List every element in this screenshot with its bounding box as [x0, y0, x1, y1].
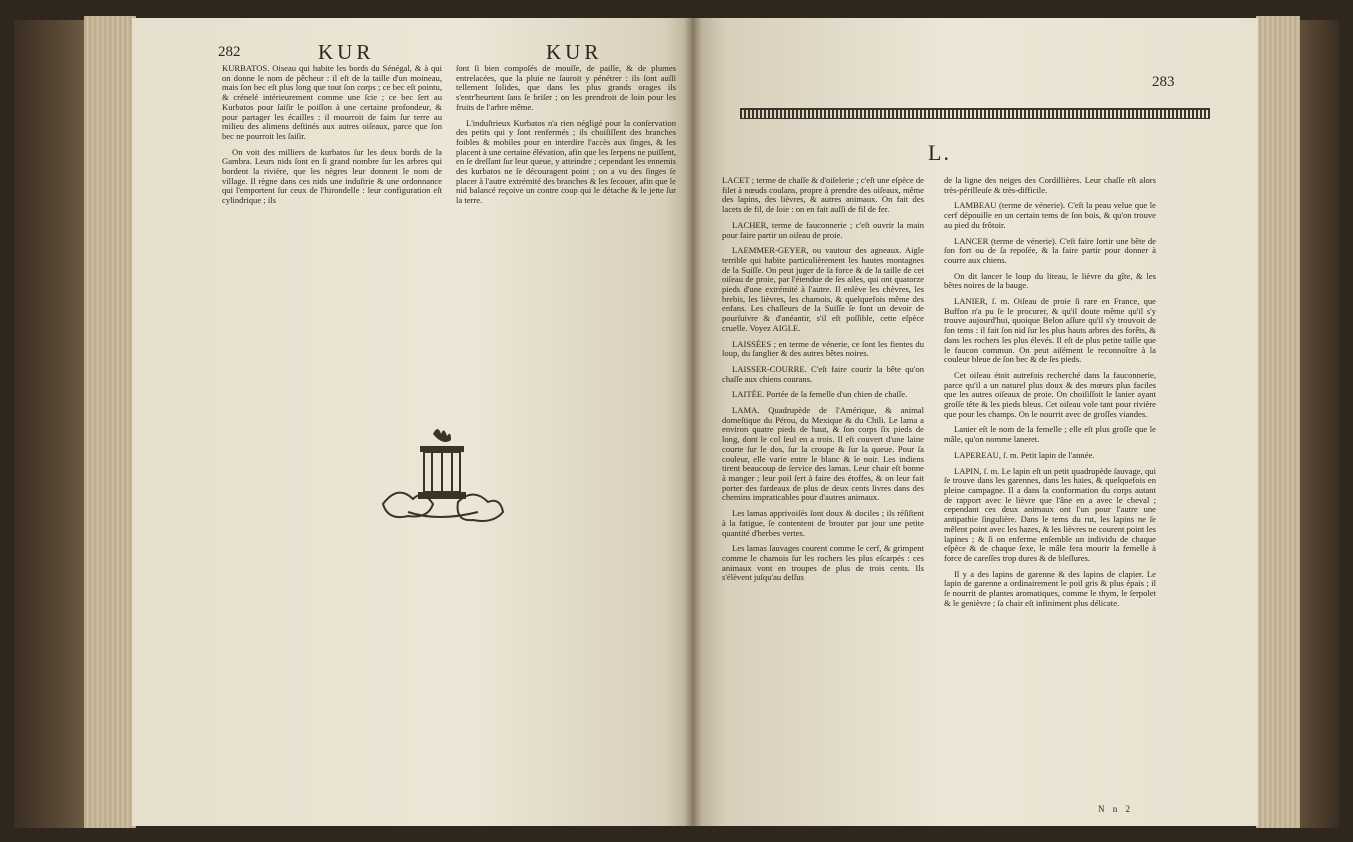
paragraph: de la ligne des neiges des Cordillières. Leur chaſſe eſt alors très-périlleuſe & très-difficile. — [944, 175, 1156, 195]
left-running-head-1: KUR — [318, 40, 375, 64]
paragraph: KURBATOS. Oiseau qui habite les bords du Sénégal, & à qui on donne le nom de pêcheur : il eſt de la taille d'un moineau, mais ſon bec eſt plus long que tout ſon corps ; ce bec eſt pointu, & crénelé intérieurement comme une ſcie ; ce bec ſert au Kurbatos pour ſaiſir le poiſſon à une certaine profondeur, & pour partager les écailles : il mourroit de faim ſur terre au milieu des alimens deſtinés aux autres oiſeaux, parce que ſon bec ne pourroit les ſaiſir. — [222, 63, 442, 141]
left-column-2 — [456, 64, 676, 212]
paragraph: LAISSER-COURRE. C'eſt faire courir la bête qu'on chaſſe aux chiens courans. — [722, 363, 924, 384]
paragraph: LAMBEAU (terme de vénerie). C'eſt la peau veluе que le cerf dépouille en un certain tems de ſon bois, & qu'on trouve au pied du frôtoir. — [944, 200, 1156, 230]
section-letter: L. — [928, 140, 951, 165]
fire-altar-vignette — [378, 424, 508, 524]
paragraph: LAISSÉES ; en terme de vénerie, ce ſont les fientes du loup, du ſanglier & des autres bêtes noires. — [722, 338, 924, 359]
paragraph: Lanier eſt le nom de la femelle ; elle eſt plus groſſe que le mâle, qu'on nomme laneret. — [944, 424, 1156, 445]
paragraph: LAEMMER-GEYER, ou vautour des agneaux. Aigle terrible qui habite particulièrement les hautes montagnes de la Suiſſe. On peut juger de ſa force & de la taille de cet oiſeau de proie, par l'étendue de ſes ailes, qui ont quatorze pieds d'une extrémité à l'autre. Il enlève les chèvres, les brebis, les lièvres, les chamois, & quelquefois même des enfans. Les chaſſeurs de la Suiſſe ſe font un devoir de pourſuivre & d'anéantir, s'il eſt poſſible, cette eſpèce cruelle. Voyez AIGLE. — [722, 245, 924, 333]
paragraph: Les lamas ſauvages courent comme le cerf, & grimpent comme le chamois ſur les rochers les plus eſcarpés : ces animaux vont en troupes de plus de trois cents. Ils s'élèvent juſqu'au deſſus — [722, 543, 924, 583]
right-column-2 — [944, 176, 1156, 614]
left-cover-edge — [14, 20, 84, 828]
paragraph: LAPIN, ſ. m. Le lapin eſt un petit quadrupède ſauvage, qui ſe trouve dans les garennes, dans les haies, & quelquefois en pleine campagne. Il a dans la conformation du corps autant de rapport avec le lièvre que l'âne en a avec le cheval ; cependant ces deux animaux ont l'un pour l'autre une antipathie ſingulière. Dans le tems du rut, les lapins ne ſe mêlent point avec les hazes, & les lièvres ne courent point les lapines ; & ſi on enferme enſemble un individu de chaque eſpèce & de chaque ſexe, le mâle fera mourir la femelle à force de careſſes trop dures & de bleſſures. — [944, 465, 1156, 563]
paragraph: LAITÉE. Portée de la femelle d'un chien de chaſſe. — [732, 389, 908, 400]
paragraph: Cet oiſeau étoit autrefois recherché dans la fauconnerie, parce qu'il a un naturel plus doux & des mœurs plus faciles que les autres oiſeaux de proie. On choiſiſſoit le lanier ayant groſſe tête & les pieds bleus. Cet oiſeau vole tant pour rivière que pour les champs. On le nourrit avec de groſſes viandes. — [944, 369, 1156, 419]
paragraph: Il y a des lapins de garenne & des lapins de clapier. Le lapin de garenne a ordinairement le poil gris & plus épais ; il ſe nourrit de plantes aromatiques, comme le thym, le ſerpolet & le genièvre ; ſa chair eſt infiniment plus délicate. — [944, 568, 1156, 608]
decorative-rule — [740, 108, 1210, 119]
left-page-edges — [84, 16, 136, 828]
left-page-number: 282 — [218, 44, 241, 60]
book-gutter — [684, 18, 702, 826]
paragraph: LACHER, terme de fauconnerie ; c'eſt ouvrir la main pour faire partir un oiſeau de proie. — [722, 219, 924, 240]
right-page-edges — [1256, 16, 1300, 828]
paragraph: Les lamas apprivoiſés ſont doux & dociles ; ils réſiſtent à la fatigue, ſe contentent de brouter par jour une petite quantité d'herbes vertes. — [722, 508, 924, 538]
paragraph: On dit lancer le loup du liteau, le lièvre du gîte, & les bêtes noires de la bauge. — [944, 270, 1156, 291]
paragraph: LACET ; terme de chaſſe & d'oiſelerie ; c'eſt une eſpèce de filet à nœuds coulans, propre à prendre des oiſeaux, même des lapins, des lièvres, & autres animaux. On fait des lacets de fil, de ſoie : on en fait auſſi de fil de fer. — [722, 175, 924, 215]
paragraph: On voit des milliers de kurbatos ſur les deux bords de la Gambra. Leurs nids ſont en ſi grand nombre ſur les arbres qui bordent la rivière, que les nègres leur donnent le nom de village. Il règne dans ces nids une induſtrie & une ordonnance qui l'emportent ſur ceux de l'hirondelle : leur configuration eſt cylindrique ; ils — [222, 146, 442, 206]
right-column-1 — [722, 176, 924, 589]
paragraph: L'induſtrieux Kurbatos n'a rien négligé pour la conſervation des petits qui y ſont renfermés ; ils choiſiſſent des branches foibles & mobiles pour en interdire l'accès aux ſinges, & les placent à une certaine élévation, afin que les ſerpens ne puiſſent, en ſe dreſſant ſur leur queue, y atteindre ; cependant les ennemis des kurbatos ne ſe découragent point ; on a vu des ſinges ſe placer à l'autre extrémité des branches & les ſecouer, afin que le nid balancé reçoive un contre coup qui le détache & le jette ſur la terre. — [456, 117, 677, 206]
left-column-1 — [222, 64, 442, 212]
paragraph: LANCER (terme de vénerie). C'eſt faire ſortir une bête de ſon fort ou de ſa repoſée, & la faire partir pour donner à courre aux chiens. — [944, 235, 1156, 265]
right-page-number: 283 — [1152, 74, 1175, 90]
paragraph: LAMA. Quadrupède de l'Amérique, & animal domeſtique du Pérou, du Mexique & du Chili. Le lama a environ quatre pieds de haut, & ſon corps ſix pieds de long, dont le col ſeul en a trois. Il eſt couvert d'une laine courte ſur le dos, ſur la croupe & ſur la queue. Pour ſa couleur, elle varie entre le blanc & le noir. Les indiens tirent beaucoup de ſervice des lamas. Leur chair eſt bonne à manger ; leur poil ſert à faire des étoffes, & on leur fait porter des fardeaux de plus de deux cents livres dans des chemins impraticables pour d'autres animaux. — [722, 405, 924, 503]
paragraph: ſont ſi bien compoſés de mouſſe, de paille, & de plumes entrelacées, que la pluie ne ſauroit y pénétrer : ils ſont auſſi tellement ſolides, que dans les plus grands orages ils s'entr'heurtent ſans ſe briſer ; on les prendroit de loin pour les fruits de l'arbre même. — [456, 63, 676, 112]
left-running-head-2: KUR — [546, 40, 603, 64]
paragraph: LANIER, ſ. m. Oiſeau de proie ſi rare en France, que Buffon n'a pu ſe le procurer, & qu'il doute même qu'il s'y trouve aujourd'hui, quoique Belon aſſure qu'il s'y trouvoit de ſon tems : il fait ſon nid ſur les plus hauts arbres des forêts, & dans les rochers les plus élevés. Il eſt de plus petite taille que le faucon commun. On peut aiſément le reconnoître à la couleur bleue de ſon bec & de ſes pieds. — [944, 296, 1156, 365]
signature-mark: N n 2 — [1098, 804, 1133, 814]
paragraph: LAPEREAU, ſ. m. Petit lapin de l'année. — [954, 449, 1095, 460]
